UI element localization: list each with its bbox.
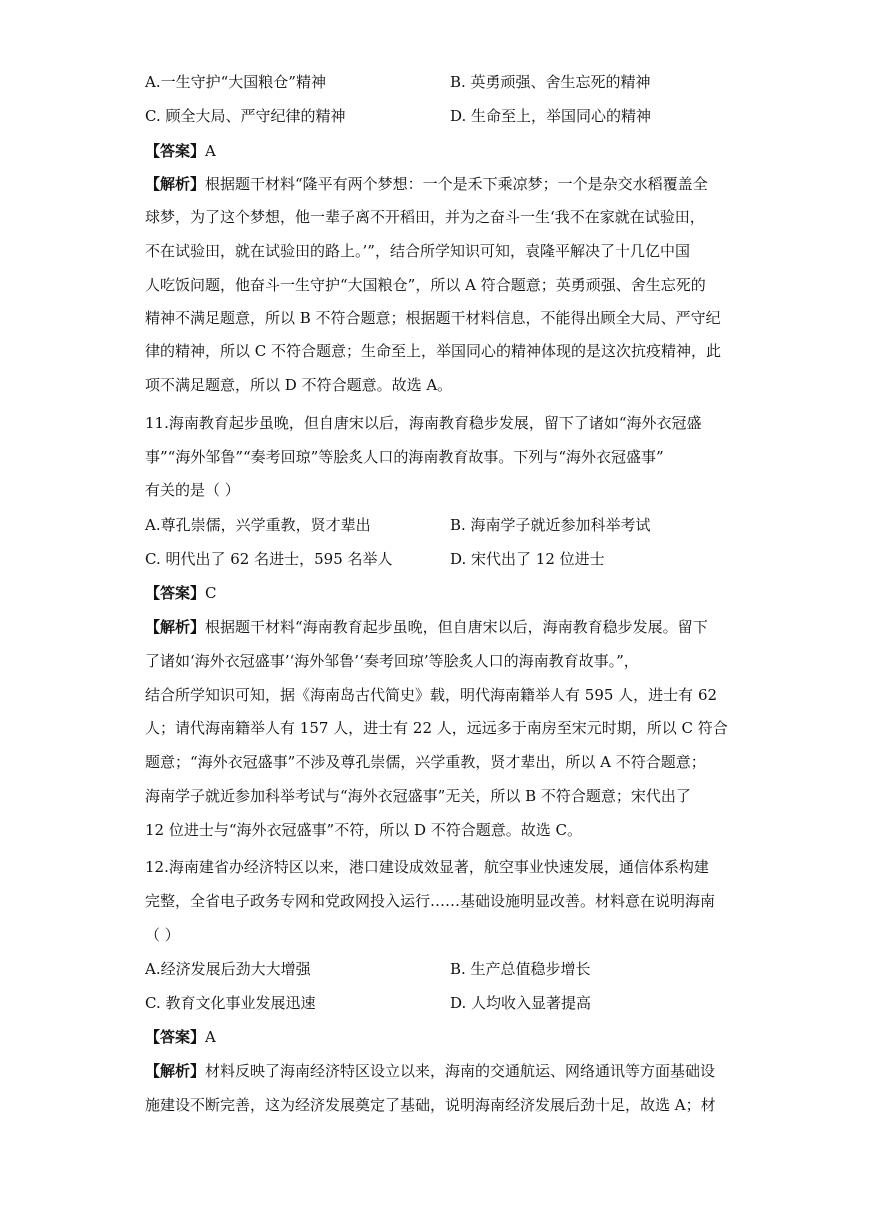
- q10-option-a: A.一生守护“大国粮仓”精神: [145, 73, 326, 91]
- q10-options-row-1: [145, 71, 735, 93]
- q10-analysis-line-6: 律的精神，所以 C 不符合题意；生命至上，举国同心的精神体现的是这次抗疫精神，此: [145, 342, 722, 360]
- q10-analysis-line-3: 不在试验田，就在试验田的路上。’”，结合所学知识可知，袁隆平解决了十几亿中国: [145, 242, 690, 260]
- q12-analysis-line-2: 施建设不断完善，这为经济发展奠定了基础，说明海南经济发展后劲十足，故选 A；材: [145, 1096, 716, 1114]
- q12-analysis-text: 材料反映了海南经济特区设立以来，海南的交通航运、网络通讯等方面基础设: [205, 1062, 716, 1080]
- q11-analysis-text: 根据题干材料“海南教育起步虽晚，但自唐宋以后，海南教育稳步发展。留下: [205, 618, 708, 636]
- q12-stem-line-1: 12.海南建省办经济特区以来，港口建设成效显著，航空事业快速发展，通信体系构建: [145, 858, 709, 876]
- q10-answer-value: A: [205, 142, 216, 160]
- q11-stem-line-3: 有关的是（ ）: [145, 481, 240, 499]
- q10-options-row-2: [145, 105, 735, 127]
- answer-tag: 【答案】: [145, 1028, 206, 1046]
- q11-stem-line-1: 11.海南教育起步虽晚，但自唐宋以后，海南教育稳步发展，留下了诸如“海外衣冠盛: [145, 414, 702, 432]
- q11-options-row-2: [145, 548, 735, 570]
- analysis-tag: 【解析】: [145, 1062, 206, 1080]
- q12-stem-line-2: 完整，全省电子政务专网和党政网投入运行……基础设施明显改善。材料意在说明海南: [145, 892, 716, 910]
- q10-option-c: C. 顾全大局、严守纪律的精神: [145, 107, 346, 125]
- q11-analysis-line-5: 题意；“海外衣冠盛事”不涉及尊孔崇儒，兴学重教，贤才辈出，所以 A 不符合题意；: [145, 753, 706, 771]
- answer-tag: 【答案】: [145, 142, 206, 160]
- q10-analysis-line-4: 人吃饭问题，他奋斗一生守护“大国粮仓”，所以 A 符合题意；英勇顽强、舍生忘死的: [145, 276, 706, 294]
- q11-options-row-1: [145, 514, 735, 536]
- q11-answer: [145, 582, 735, 604]
- q11-analysis-line-3: 结合所学知识可知，据《海南岛古代简史》载，明代海南籍举人有 595 人，进士有 62: [145, 686, 718, 704]
- q11-answer-value: C: [205, 584, 217, 602]
- q10-analysis-line-7: 项不满足题意，所以 D 不符合题意。故选 A。: [145, 376, 453, 394]
- q12-options-row-2: [145, 992, 735, 1014]
- q10-option-d: D. 生命至上，举国同心的精神: [450, 107, 652, 125]
- q12-option-b: B. 生产总值稳步增长: [450, 960, 591, 978]
- q11-stem-line-2: 事”“海外邹鲁”“奏考回琼”等脍炙人口的海南教育故事。下列与“海外衣冠盛事”: [145, 448, 664, 466]
- analysis-tag: 【解析】: [145, 175, 206, 193]
- q12-options-row-1: [145, 958, 735, 980]
- q11-analysis-line-4: 人；请代海南籍举人有 157 人，进士有 22 人，远远多于南房至宋元时期，所以 C 符合: [145, 719, 728, 737]
- q11-option-a: A.尊孔崇儒，兴学重教，贤才辈出: [145, 516, 371, 534]
- answer-tag: 【答案】: [145, 584, 206, 602]
- q12-analysis-line-1: [145, 1060, 735, 1082]
- q12-option-c: C. 教育文化事业发展迅速: [145, 994, 316, 1012]
- q10-analysis-line-5: 精神不满足题意，所以 B 不符合题意；根据题干材料信息，不能得出顾全大局、严守纪: [145, 309, 721, 327]
- q10-option-b: B. 英勇顽强、舍生忘死的精神: [450, 73, 651, 91]
- q12-answer: [145, 1026, 735, 1048]
- q10-analysis-text: 根据题干材料“隆平有两个梦想：一个是禾下乘凉梦；一个是杂交水稻覆盖全: [205, 175, 708, 193]
- q10-analysis-line-2: 球梦，为了这个梦想，他一辈子离不开稻田，并为之奋斗一生‘我不在家就在试验田，: [145, 208, 705, 226]
- q11-analysis-line-1: [145, 616, 735, 638]
- q12-answer-value: A: [205, 1028, 216, 1046]
- q12-option-a: A.经济发展后劲大大增强: [145, 960, 311, 978]
- q12-stem-line-3: （ ）: [145, 926, 180, 944]
- q10-analysis-line-1: [145, 173, 735, 195]
- q11-option-b: B. 海南学子就近参加科举考试: [450, 516, 651, 534]
- analysis-tag: 【解析】: [145, 618, 206, 636]
- q10-answer: [145, 140, 735, 162]
- q11-analysis-line-2: 了诸如‘海外衣冠盛事’‘海外邹鲁’‘奏考回琼’等脍炙人口的海南教育故事。”，: [145, 652, 639, 670]
- q11-option-c: C. 明代出了 62 名进士，595 名举人: [145, 550, 393, 568]
- q11-analysis-line-6: 海南学子就近参加科举考试与“海外衣冠盛事”无关，所以 B 不符合题意；宋代出了: [145, 787, 691, 805]
- q11-option-d: D. 宋代出了 12 位进士: [450, 550, 605, 568]
- q11-analysis-line-7: 12 位进士与“海外衣冠盛事”不符，所以 D 不符合题意。故选 C。: [145, 821, 583, 839]
- q12-option-d: D. 人均收入显著提高: [450, 994, 592, 1012]
